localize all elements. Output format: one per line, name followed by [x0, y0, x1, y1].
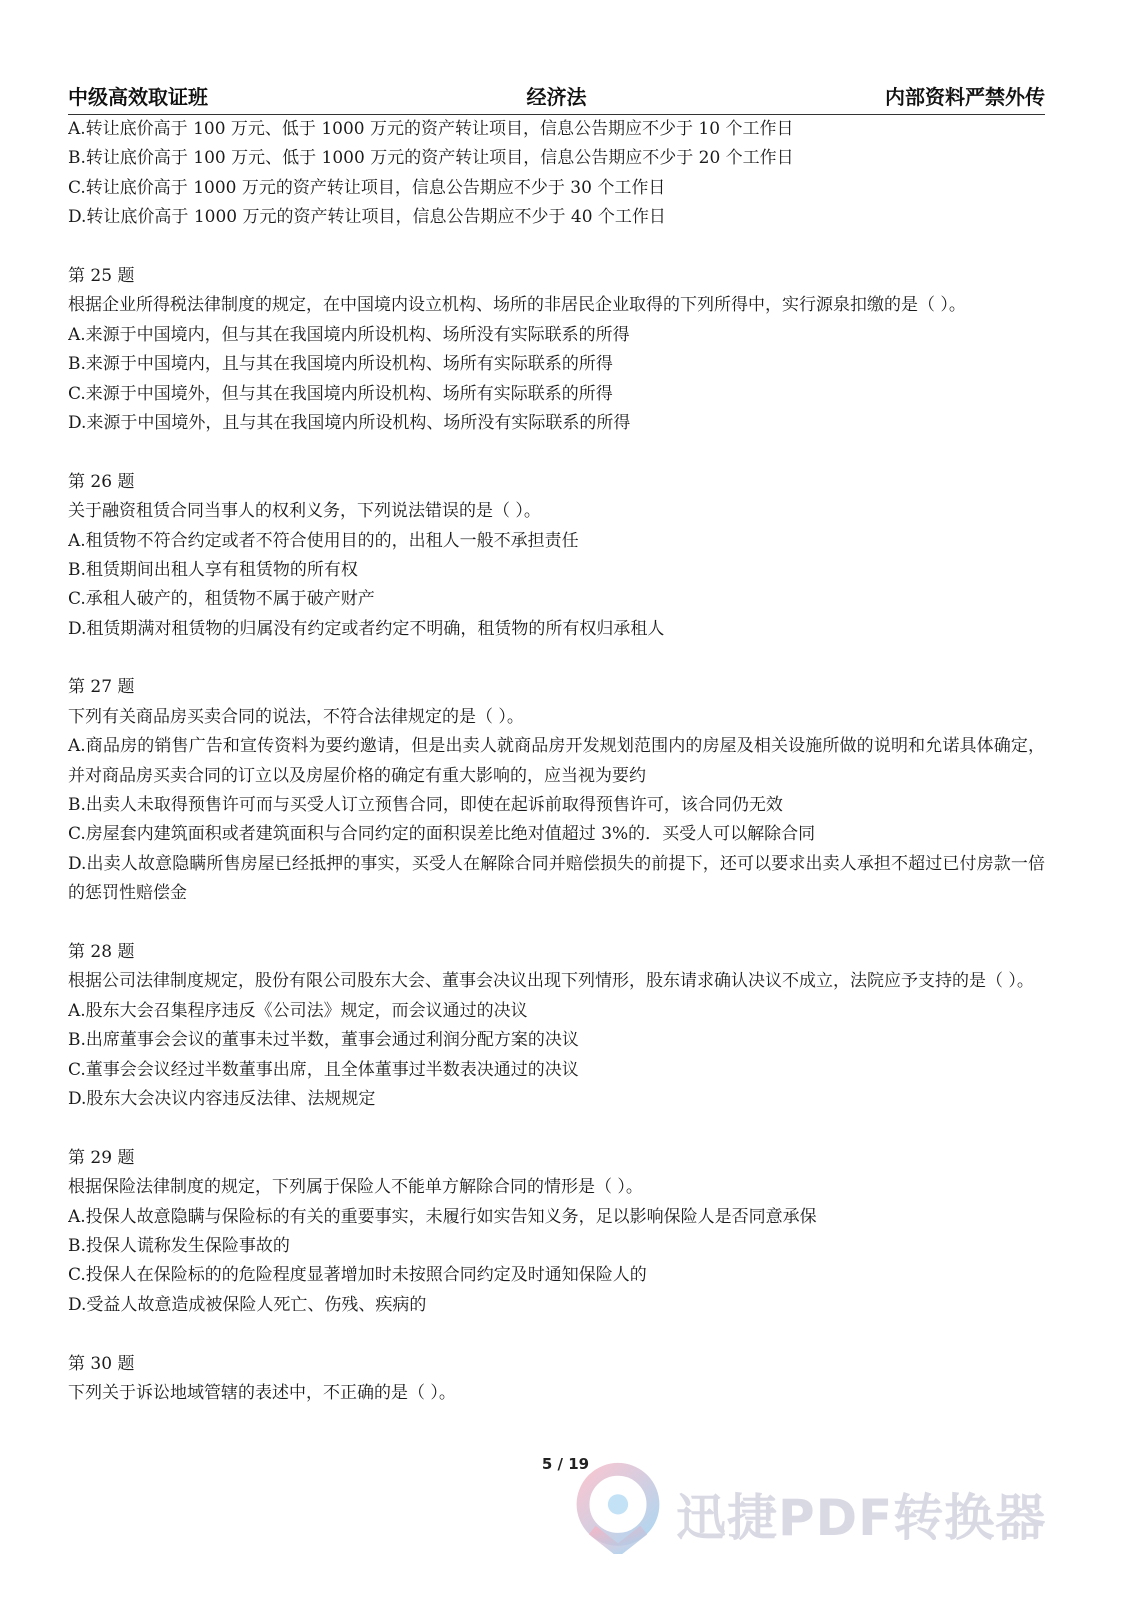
option-line: C.董事会会议经过半数董事出席，且全体董事过半数表决通过的决议 [68, 1059, 579, 1080]
option-line: A.商品房的销售广告和宣传资料为要约邀请，但是出卖人就商品房开发规划范围内的房屋及相关设施所做的说明和允诺具体确定，并对商品房买卖合同的订立以及房屋价格的确定有重大影响的，应当视为要约 [68, 736, 1045, 786]
option-line: D.出卖人故意隐瞒所售房屋已经抵押的事实，买受人在解除合同并赔偿损失的前提下，还可以要求出卖人承担不超过已付房款一倍的惩罚性赔偿金 [68, 853, 1045, 904]
page-header [68, 80, 1045, 115]
page-content [68, 115, 1045, 1408]
option-line: C.承租人破产的，租赁物不属于破产财产 [68, 589, 375, 610]
option-line: A.投保人故意隐瞒与保险标的有关的重要事实，未履行如实告知义务，足以影响保险人是否同意承保 [68, 1206, 817, 1227]
question-number: 第 29 题 [68, 1147, 135, 1168]
xunjie-logo-icon [572, 1462, 664, 1554]
question-27 [68, 673, 1045, 908]
option-line: D.租赁期满对租赁物的归属没有约定或者约定不明确，租赁物的所有权归承租人 [68, 618, 665, 639]
question-number: 第 30 题 [68, 1353, 135, 1374]
page-number: 5 / 19 [541, 1455, 590, 1473]
option-line: C.转让底价高于 1000 万元的资产转让项目，信息公告期应不少于 30 个工作日 [68, 177, 666, 198]
watermark-text: 迅捷PDF转换器 [676, 1489, 1047, 1547]
option-line: D.股东大会决议内容违反法律、法规规定 [68, 1089, 376, 1110]
option-line: B.投保人谎称发生保险事故的 [68, 1235, 290, 1256]
question-number: 第 28 题 [68, 942, 135, 963]
option-line: B.出席董事会会议的董事未过半数，董事会通过利润分配方案的决议 [68, 1030, 579, 1051]
option-line: D.转让底价高于 1000 万元的资产转让项目，信息公告期应不少于 40 个工作日 [68, 207, 666, 228]
question-stem: 下列有关商品房买卖合同的说法，不符合法律规定的是（ ）。 [68, 706, 524, 727]
question-stem: 根据企业所得税法律制度的规定，在中国境内设立机构、场所的非居民企业取得的下列所得中，实行源泉扣缴的是（ ）。 [68, 295, 966, 316]
option-line: C.投保人在保险标的的危险程度显著增加时未按照合同约定及时通知保险人的 [68, 1265, 647, 1286]
header-course-title: 中级高效取证班 [68, 85, 208, 109]
option-line: B.租赁期间出租人享有租赁物的所有权 [68, 559, 358, 580]
carryover-options [68, 115, 1045, 233]
option-line: D.来源于中国境外，且与其在我国境内所设机构、场所没有实际联系的所得 [68, 412, 631, 433]
question-30 [68, 1350, 1045, 1409]
option-line: A.租赁物不符合约定或者不符合使用目的的，出租人一般不承担责任 [68, 530, 579, 551]
question-stem: 根据公司法律制度规定，股份有限公司股东大会、董事会决议出现下列情形，股东请求确认决议不成立，法院应予支持的是（ ）。 [68, 971, 1034, 992]
option-line: C.房屋套内建筑面积或者建筑面积与合同约定的面积误差比绝对值超过 3%的．买受人可以解除合同 [68, 824, 816, 845]
option-line: A.股东大会召集程序违反《公司法》规定，而会议通过的决议 [68, 1000, 528, 1021]
option-line: B.出卖人未取得预售许可而与买受人订立预售合同，即使在起诉前取得预售许可，该合同仍无效 [68, 795, 783, 816]
option-line: C.来源于中国境外，但与其在我国境内所设机构、场所有实际联系的所得 [68, 383, 613, 404]
question-29 [68, 1144, 1045, 1320]
header-subject: 经济法 [526, 85, 587, 109]
question-stem: 关于融资租赁合同当事人的权利义务，下列说法错误的是（ ）。 [68, 501, 541, 522]
question-number: 第 25 题 [68, 265, 135, 286]
option-line: A.来源于中国境内，但与其在我国境内所设机构、场所没有实际联系的所得 [68, 324, 630, 345]
question-26 [68, 468, 1045, 644]
question-number: 第 27 题 [68, 677, 135, 698]
question-28 [68, 938, 1045, 1114]
question-number: 第 26 题 [68, 471, 135, 492]
option-line: B.来源于中国境内，且与其在我国境内所设机构、场所有实际联系的所得 [68, 354, 613, 375]
option-line: D.受益人故意造成被保险人死亡、伤残、疾病的 [68, 1294, 427, 1315]
question-stem: 下列关于诉讼地域管辖的表述中，不正确的是（ ）。 [68, 1382, 456, 1403]
question-25 [68, 262, 1045, 438]
question-stem: 根据保险法律制度的规定，下列属于保险人不能单方解除合同的情形是（ ）。 [68, 1177, 643, 1198]
converter-watermark [572, 1462, 1092, 1562]
option-line: A.转让底价高于 100 万元、低于 1000 万元的资产转让项目，信息公告期应不少于 10 个工作日 [68, 119, 794, 139]
header-confidential-note: 内部资料严禁外传 [885, 85, 1045, 109]
option-line: B.转让底价高于 100 万元、低于 1000 万元的资产转让项目，信息公告期应不少于 20 个工作日 [68, 148, 794, 169]
